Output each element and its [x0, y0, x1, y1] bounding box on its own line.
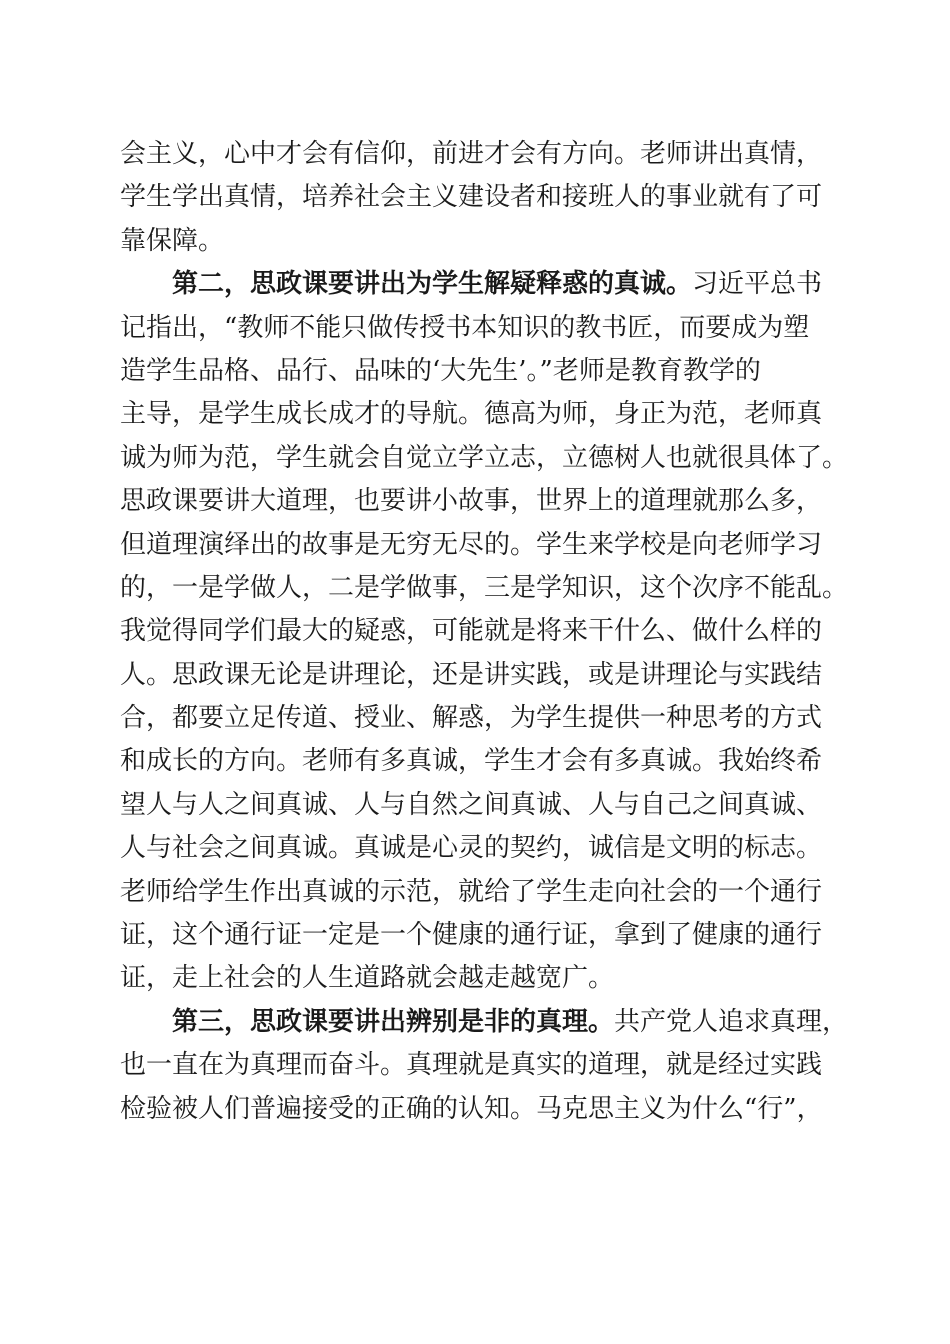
paragraph-2-line-9: 我觉得同学们最大的疑惑，可能就是将来干什么、做什么样的 [120, 616, 823, 647]
paragraph-2-line-13: 望人与人之间真诚、人与自然之间真诚、人与自己之间真诚、 [120, 789, 823, 820]
paragraph-1-line-3: 靠保障。 [120, 225, 225, 256]
paragraph-2-line-8: 的，一是学做人，二是学做事，三是学知识，这个次序不能乱。 [120, 572, 849, 603]
paragraph-2-line-5: 诚为师为范，学生就会自觉立学立志，立德树人也就很具体了。 [120, 442, 849, 473]
paragraph-3-line-3: 检验被人们普遍接受的正确的认知。马克思主义为什么“行”， [120, 1093, 823, 1124]
paragraph-2-line-1-rest: 习近平总书 [692, 269, 823, 300]
paragraph-2-line-16: 证，这个通行证一定是一个健康的通行证，拿到了健康的通行 [120, 920, 823, 951]
paragraph-3-line-1-rest: 共产党人追求真理， [614, 1006, 849, 1037]
paragraph-2-line-17: 证，走上社会的人生道路就会越走越宽广。 [120, 963, 615, 994]
paragraph-2-line-15: 老师给学生作出真诚的示范，就给了学生走向社会的一个通行 [120, 876, 823, 907]
paragraph-2-line-2: 记指出，“教师不能只做传授书本知识的教书匠，而要成为塑 [120, 312, 810, 343]
paragraph-2-line-6: 思政课要讲大道理，也要讲小故事，世界上的道理就那么多， [120, 486, 823, 517]
paragraph-2-line-7: 但道理演绎出的故事是无穷无尽的。学生来学校是向老师学习 [120, 529, 823, 560]
document-body [120, 133, 860, 1131]
paragraph-2-line-3: 造学生品格、品行、品味的‘大先生’。”老师是教育教学的 [120, 355, 761, 386]
paragraph-1-line-2: 学生学出真情，培养社会主义建设者和接班人的事业就有了可 [120, 182, 823, 213]
paragraph-2-line-1 [120, 263, 860, 306]
paragraph-2-line-12: 和成长的方向。老师有多真诚，学生才会有多真诚。我始终希 [120, 746, 823, 777]
paragraph-2-heading: 第二，思政课要讲出为学生解疑释惑的真诚。 [172, 269, 693, 300]
paragraph-2-line-14: 人与社会之间真诚。真诚是心灵的契约，诚信是文明的标志。 [120, 833, 823, 864]
paragraph-3-line-2: 也一直在为真理而奋斗。真理就是真实的道理，就是经过实践 [120, 1050, 823, 1081]
paragraph-1-line-1: 会主义，心中才会有信仰，前进才会有方向。老师讲出真情， [120, 139, 823, 169]
paragraph-2-line-4: 主导，是学生成长成才的导航。德高为师，身正为范，老师真 [120, 399, 823, 430]
paragraph-3-heading: 第三，思政课要讲出辨别是非的真理。 [172, 1006, 615, 1037]
paragraph-2-line-10: 人。思政课无论是讲理论，还是讲实践，或是讲理论与实践结 [120, 659, 823, 690]
paragraph-3-line-1 [120, 1001, 860, 1044]
paragraph-2-line-11: 合，都要立足传道、授业、解惑，为学生提供一种思考的方式 [120, 703, 823, 734]
